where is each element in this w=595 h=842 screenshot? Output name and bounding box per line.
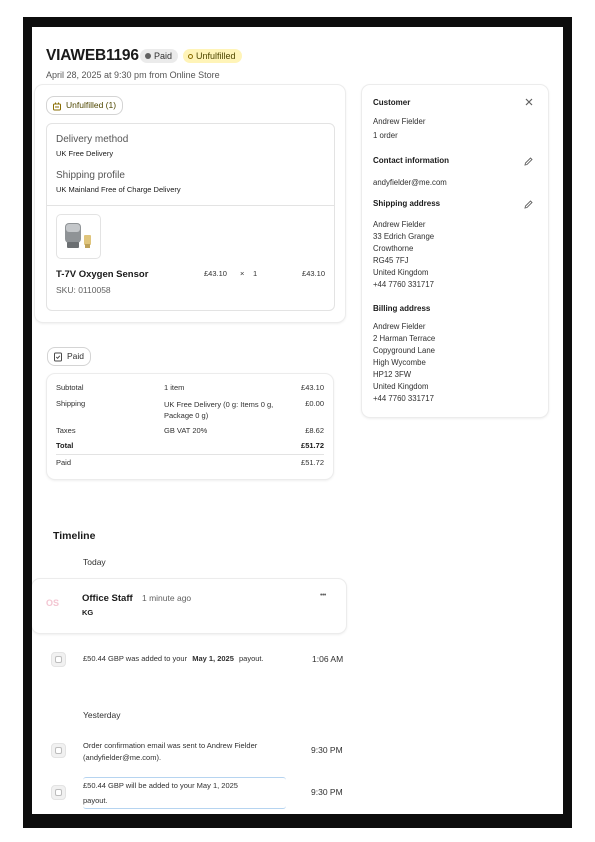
divider [56,454,324,455]
comment-author: Office Staff [82,593,133,604]
payout-date-link[interactable]: May 1, 2025 [192,654,234,663]
order-subtitle: April 28, 2025 at 9:30 pm from Online Store [46,70,220,80]
pencil-icon[interactable] [523,156,534,167]
avatar: OS [46,598,60,608]
timeline-event-time: 1:06 AM [312,654,344,664]
address-line: Crowthorne [373,244,414,253]
taxes-amount: £8.62 [305,426,324,435]
shipping-profile-label: Shipping profile [56,170,125,181]
address-line: RG45 7FJ [373,256,409,265]
contact-email[interactable]: andyfielder@me.com [373,178,447,187]
customer-heading: Customer [373,98,411,107]
package-icon [52,101,62,111]
order-page [32,27,563,814]
status-ring-icon [188,54,193,59]
total-amount: £51.72 [301,441,324,450]
billing-address-heading: Billing address [373,304,431,313]
total-label: Total [56,441,74,450]
subtotal-label: Subtotal [56,383,84,392]
taxes-label: Taxes [56,426,76,435]
delivery-method-label: Delivery method [56,134,129,145]
billing-address [373,321,435,405]
address-line: HP12 3FW [373,370,412,379]
timeline-event-text: £50.44 GBP was added to your May 1, 2025 payout. [83,654,264,663]
order-title: VIAWEB1196 [46,47,139,64]
unit-price: £43.10 [204,269,227,278]
timeline-dot-icon [51,785,66,800]
comment-text: KG [82,608,94,617]
address-phone: +44 7760 331717 [373,394,434,403]
payment-status-badge: Paid [140,49,178,63]
multiply-sign: × [240,269,245,278]
customer-name-link[interactable]: Andrew Fielder [373,117,426,126]
taxes-detail: GB VAT 20% [164,426,208,435]
timeline-event-text: Order confirmation email was sent to Andrew Fielder (andyfielder@me.com). [83,741,258,762]
paid-pill[interactable]: Paid [47,347,91,366]
address-line: United Kingdom [373,382,429,391]
paid-label: Paid [56,458,72,467]
delivery-method-value: UK Free Delivery [56,149,114,158]
shipping-label: Shipping [56,399,86,408]
close-icon[interactable] [525,98,533,106]
timeline-heading: Timeline [53,530,96,542]
product-sku: SKU: 0110058 [56,285,111,295]
timeline-event-time: 9:30 PM [311,745,343,755]
timeline-date-yesterday: Yesterday [83,710,121,720]
status-dot-icon [145,53,151,59]
fulfillment-details [46,123,335,311]
fulfillment-card [35,85,345,322]
contact-heading: Contact information [373,156,449,165]
shipping-address [373,219,434,291]
timeline-dot-icon [51,652,66,667]
timeline-comment [32,579,346,633]
address-line: 33 Edrich Grange [373,232,435,241]
ellipsis-icon[interactable]: ••• [320,592,326,599]
shipping-detail: UK Free Delivery (0 g: Items 0 g, Package 0 g) [164,400,274,420]
timeline-event-time: 9:30 PM [311,787,343,797]
customer-card [362,85,548,417]
shipping-address-heading: Shipping address [373,199,441,208]
comment-time: 1 minute ago [142,593,192,603]
subtotal-amount: £43.10 [301,383,324,392]
quantity: 1 [253,269,258,278]
paid-amount: £51.72 [301,458,324,467]
product-thumbnail[interactable] [56,214,101,259]
address-phone: +44 7760 331717 [373,280,434,289]
line-total: £43.10 [302,269,325,278]
address-line: United Kingdom [373,268,429,277]
timeline-dot-icon [51,743,66,758]
oxygen-sensor-image [57,215,100,258]
payment-card [47,374,333,479]
receipt-icon [53,352,63,362]
address-line: High Wycombe [373,358,426,367]
divider [47,205,334,206]
address-line: Andrew Fielder [373,322,426,331]
address-line: 2 Harman Terrace [373,334,436,343]
address-line: Copyground Lane [373,346,435,355]
fulfillment-status-badge: Unfulfilled [183,49,242,63]
subtotal-detail: 1 item [164,383,185,392]
shipping-profile-value: UK Mainland Free of Charge Delivery [56,185,181,194]
pencil-icon[interactable] [523,199,534,210]
product-name[interactable]: T-7V Oxygen Sensor [56,269,149,280]
shipping-amount: £0.00 [305,399,324,408]
timeline-date-today: Today [83,557,106,567]
address-line: Andrew Fielder [373,220,426,229]
timeline-event-text: £50.44 GBP will be added to your May 1, 2025 payout. [83,777,286,809]
unfulfilled-pill[interactable]: Unfulfilled (1) [46,96,123,115]
customer-orders-count[interactable]: 1 order [373,131,398,140]
